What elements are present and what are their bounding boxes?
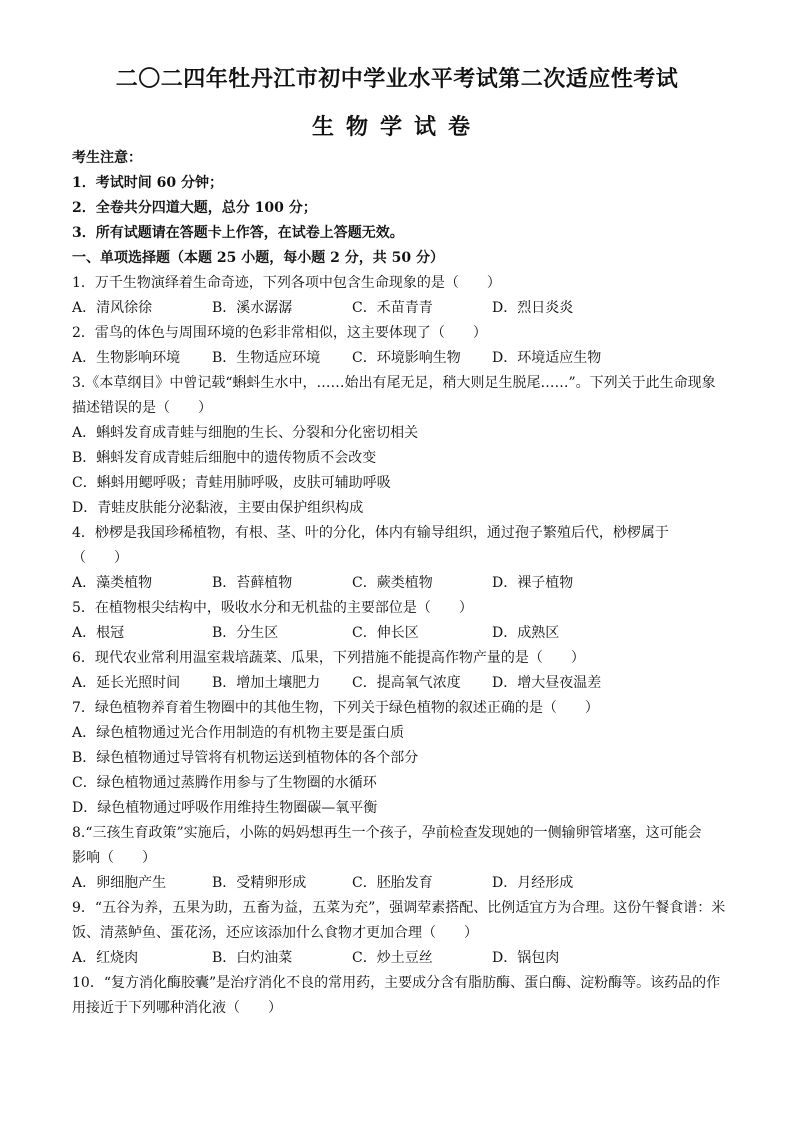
question-stem-continued: （ ） [72, 550, 128, 566]
option-b: B．分生区 [212, 625, 279, 641]
option-a: A．根冠 [72, 625, 125, 641]
question-stem-continued: 描述错误的是（ ） [72, 400, 212, 416]
question-stem: 9．“五谷为养，五果为助，五畜为益，五菜为充”，强调荤素搭配、比例适宜方为合理。这份午餐食谱：米 [72, 900, 726, 916]
option-d: D．青蛙皮肤能分泌黏液，主要由保护组织构成 [72, 500, 364, 516]
option-b: B．受精卵形成 [212, 875, 307, 891]
option-d: D．成熟区 [492, 625, 560, 641]
question-stem: 2．雷鸟的体色与周围环境的色彩非常相似，这主要体现了（ ） [72, 325, 487, 341]
option-c: C．蕨类植物 [352, 575, 433, 591]
question-stem-continued: 影响（ ） [72, 850, 156, 866]
question-stem: 7．绿色植物养育着生物圈中的其他生物，下列关于绿色植物的叙述正确的是（ ） [72, 700, 599, 716]
option-d: D．月经形成 [492, 875, 574, 891]
question-stem-continued: 用接近于下列哪种消化液（ ） [72, 1000, 282, 1016]
option-a: A．延长光照时间 [72, 675, 181, 691]
option-c: C．伸长区 [352, 625, 419, 641]
notice-item: 2．全卷共分四道大题，总分 100 分； [72, 200, 317, 216]
option-a: A．藻类植物 [72, 575, 153, 591]
question-options [72, 571, 728, 596]
option-d: D．绿色植物通过呼吸作用维持生物圈碳—氧平衡 [72, 800, 378, 816]
option-c: C．提高氧气浓度 [352, 675, 461, 691]
question-options [72, 346, 728, 371]
option-b: B．蝌蚪发育成青蛙后细胞中的遗传物质不会改变 [72, 450, 377, 466]
option-a: A．卵细胞产生 [72, 875, 167, 891]
option-c: C．胚胎发育 [352, 875, 433, 891]
option-d: D．烈日炎炎 [492, 300, 574, 316]
option-d: D．环境适应生物 [492, 350, 602, 366]
question-stem: 8.“三孩生育政策”实施后，小陈的妈妈想再生一个孩子，孕前检查发现她的一侧输卵管堵塞，这可能会 [72, 825, 702, 841]
question-options [72, 671, 728, 696]
question-options [72, 621, 728, 646]
question-stem: 5．在植物根尖结构中，吸收水分和无机盐的主要部位是（ ） [72, 600, 473, 616]
option-b: B．白灼油菜 [212, 950, 293, 966]
exam-subtitle: 生物学试卷 [311, 114, 482, 140]
question-options [72, 946, 728, 971]
option-c: C．绿色植物通过蒸腾作用参与了生物圈的水循环 [72, 775, 377, 791]
question-stem: 4．桫椤是我国珍稀植物，有根、茎、叶的分化，体内有输导组织，通过孢子繁殖后代，桫椤属于 [72, 525, 669, 541]
question-options [72, 296, 728, 321]
option-a: A．清风徐徐 [72, 300, 153, 316]
question-stem-continued: 饭、清蒸鲈鱼、蛋花汤，还应该添加什么食物才更加合理（ ） [72, 925, 478, 941]
option-d: D．增大昼夜温差 [492, 675, 602, 691]
option-a: A．生物影响环境 [72, 350, 181, 366]
option-b: B．溪水潺潺 [212, 300, 293, 316]
option-a: A．红烧肉 [72, 950, 139, 966]
option-c: C．禾苗青青 [352, 300, 433, 316]
exam-title: 二〇二四年牡丹江市初中学业水平考试第二次适应性考试 [115, 66, 679, 92]
section-heading: 一、单项选择题（本题 25 小题，每小题 2 分，共 50 分） [72, 250, 444, 266]
question-stem: 6．现代农业常利用温室栽培蔬菜、瓜果，下列措施不能提高作物产量的是（ ） [72, 650, 585, 666]
question-stem: 10．“复方消化酶胶囊”是治疗消化不良的常用药，主要成分含有脂肪酶、蛋白酶、淀粉酶等。该药品的作 [72, 975, 721, 991]
question-stem: 3.《本草纲目》中曾记载“蝌蚪生水中，……始出有尾无足，稍大则足生脱尾……”。下列关于此生命现象 [72, 375, 716, 391]
option-d: D．锅包肉 [492, 950, 560, 966]
option-b: B．苔藓植物 [212, 575, 293, 591]
question-stem: 1．万千生物演绎着生命奇迹，下列各项中包含生命现象的是（ ） [72, 275, 501, 291]
option-a: A．蝌蚪发育成青蛙与细胞的生长、分裂和分化密切相关 [72, 425, 419, 441]
option-c: C．炒土豆丝 [352, 950, 433, 966]
option-b: B．生物适应环境 [212, 350, 321, 366]
notice-item: 1．考试时间 60 分钟； [72, 175, 223, 191]
option-b: B．增加土壤肥力 [212, 675, 321, 691]
option-c: C．环境影响生物 [352, 350, 461, 366]
option-b: B．绿色植物通过导管将有机物运送到植物体的各个部分 [72, 750, 419, 766]
exam-body [72, 146, 728, 1021]
option-d: D．裸子植物 [492, 575, 574, 591]
option-a: A．绿色植物通过光合作用制造的有机物主要是蛋白质 [72, 725, 405, 741]
option-c: C．蝌蚪用鳃呼吸；青蛙用肺呼吸，皮肤可辅助呼吸 [72, 475, 391, 491]
question-options [72, 871, 728, 896]
notice-item: 3．所有试题请在答题卡上作答，在试卷上答题无效。 [72, 225, 404, 241]
notice-heading: 考生注意： [72, 150, 142, 166]
